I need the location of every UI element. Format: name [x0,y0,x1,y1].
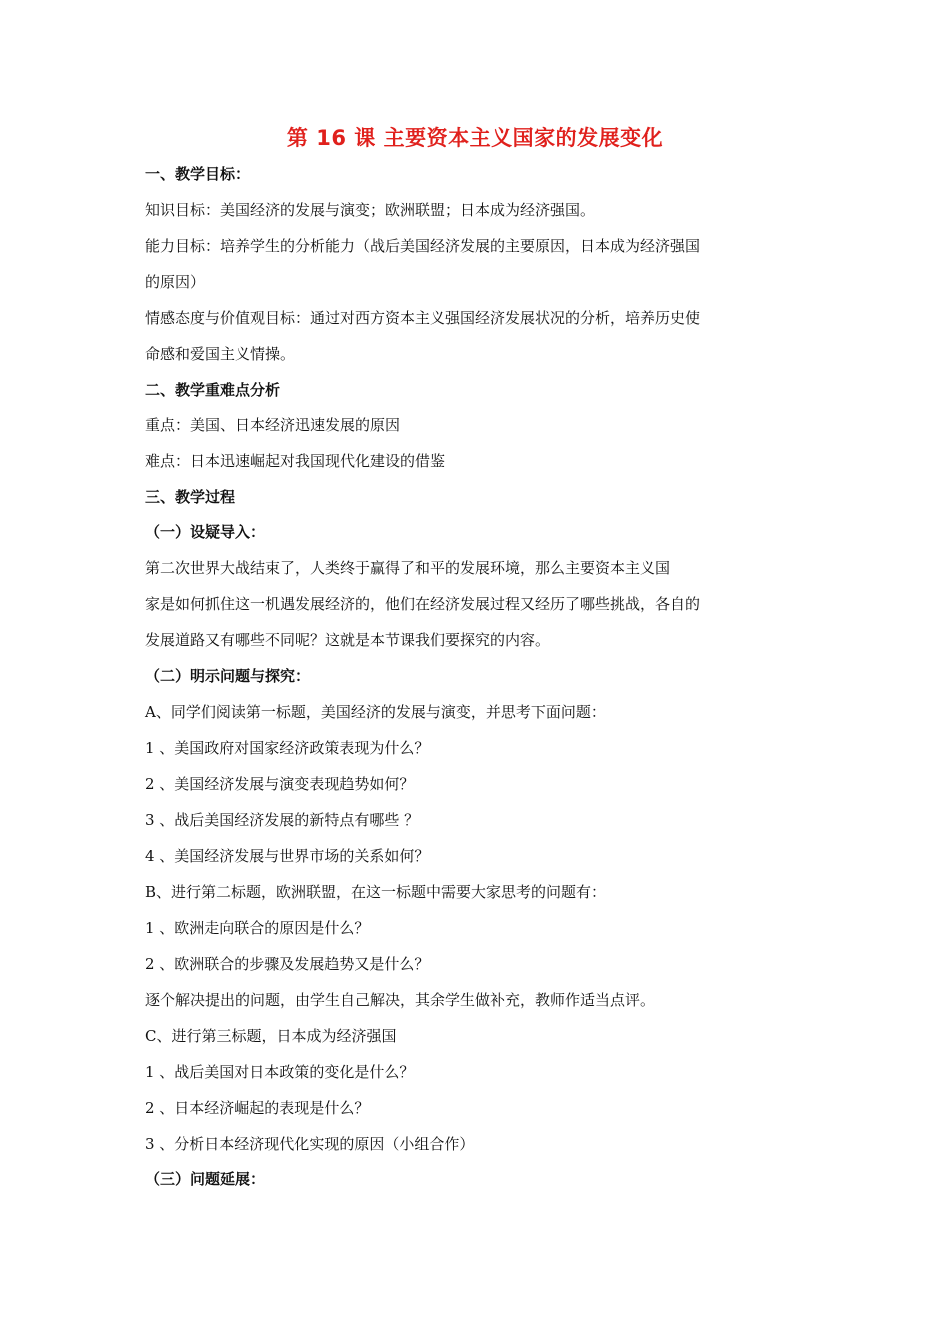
list-heading-c: C、进行第三标题，日本成为经济强国 [145,1027,397,1045]
paragraph-ability-goal-line1: 能力目标：培养学生的分析能力（战后美国经济发展的主要原因，日本成为经济强国 [145,237,701,255]
list-item-a2: 2 、美国经济发展与演变表现趋势如何？ [145,775,415,793]
list-item-a1: 1 、美国政府对国家经济政策表现为什么？ [145,739,430,757]
paragraph-emotion-goal-line1: 情感态度与价值观目标：通过对西方资本主义强国经济发展状况的分析，培养历史使 [145,309,701,327]
list-item-a3: 3 、战后美国经济发展的新特点有哪些 ？ [145,811,420,829]
paragraph-key-point: 重点：美国、日本经济迅速发展的原因 [145,416,401,434]
paragraph-difficult-point: 难点：日本迅速崛起对我国现代化建设的借鉴 [145,452,446,470]
list-item-b1: 1 、欧洲走向联合的原因是什么？ [145,919,370,937]
section-heading-objectives: 一、教学目标： [145,165,251,183]
subheading-extension: （三）问题延展： [145,1170,266,1188]
list-item-a4: 4 、美国经济发展与世界市场的关系如何？ [145,847,430,865]
list-item-c1: 1 、战后美国对日本政策的变化是什么？ [145,1063,415,1081]
list-item-c3: 3 、分析日本经济现代化实现的原因（小组合作） [145,1135,475,1153]
lesson-title: 第 16 课 主要资本主义国家的发展变化 [286,126,664,150]
list-item-c2: 2 、日本经济崛起的表现是什么？ [145,1099,370,1117]
section-heading-process: 三、教学过程 [145,488,236,506]
paragraph-ability-goal-line2: 的原因） [145,273,206,291]
paragraph-intro-line1: 第二次世界大战结束了，人类终于赢得了和平的发展环境，那么主要资本主义国 [145,559,671,577]
list-heading-a: A、同学们阅读第一标题，美国经济的发展与演变，并思考下面问题： [145,703,606,721]
subheading-introduction: （一）设疑导入： [145,523,266,541]
paragraph-intro-line2: 家是如何抓住这一机遇发展经济的，他们在经济发展过程又经历了哪些挑战，各自的 [145,595,701,613]
subheading-inquiry: （二）明示问题与探究： [145,667,311,685]
list-heading-b: B、进行第二标题，欧洲联盟，在这一标题中需要大家思考的问题有： [145,883,607,901]
paragraph-emotion-goal-line2: 命感和爱国主义情操。 [145,345,296,363]
list-item-b2: 2 、欧洲联合的步骤及发展趋势又是什么？ [145,955,430,973]
section-heading-key-points: 二、教学重难点分析 [145,381,281,399]
paragraph-intro-line3: 发展道路又有哪些不同呢？这就是本节课我们要探究的内容。 [145,631,551,649]
paragraph-teacher-note: 逐个解决提出的问题，由学生自己解决，其余学生做补充，教师作适当点评。 [145,991,656,1009]
paragraph-knowledge-goal: 知识目标：美国经济的发展与演变；欧洲联盟；日本成为经济强国。 [145,201,596,219]
